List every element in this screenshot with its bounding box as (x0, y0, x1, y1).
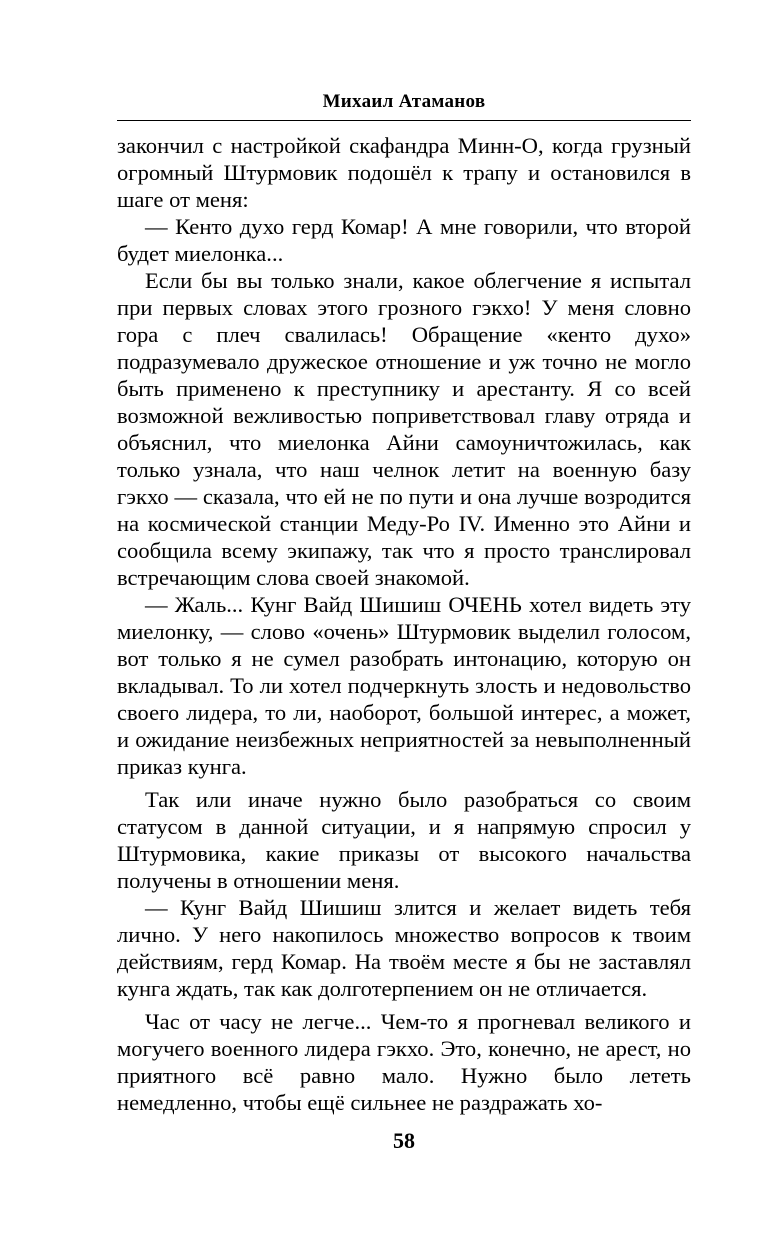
paragraph-1: закончил с настройкой скафандра Минн-О, когда грузный огромный Штурмовик подошёл к трапу и остановился в шаге от меня: (117, 133, 691, 212)
paragraph-4: — Жаль... Кунг Вайд Шишиш ОЧЕНЬ хотел видеть эту миелонку, — слово «очень» Штурмовик выделил голосом, вот только я не сумел разобрать интонацию, которую он вкладывал. То ли хотел подчеркнуть злость и недовольство своего лидера, то ли, наоборот, большой интерес, а может, и ожидание неизбежных неприятностей за невыполненный приказ кунга. (117, 592, 691, 779)
book-page (117, 90, 691, 1153)
paragraph-3: Если бы вы только знали, какое облегчение я испытал при первых словах этого грозного гэкхо! У меня словно гора с плеч свалилась! Обращение «кенто духо» подразумевало дружеское отношение и уж точно не могло быть применено к преступнику и арестанту. Я со всей возможной вежливостью поприветствовал главу отряда и объяснил, что миелонка Айни самоуничтожилась, как только узнала, что наш челнок летит на военную базу гэкхо — сказала, что ей не по пути и она лучше возродится на космической станции Меду-Ро IV. Именно это Айни и сообщила всему экипажу, так что я просто транслировал встречающим слова своей знакомой. (117, 268, 691, 590)
running-head-author: Михаил Атаманов (117, 90, 691, 121)
paragraph-2: — Кенто духо герд Комар! А мне говорили, что второй будет миелонка... (117, 214, 691, 266)
page-number: 58 (393, 1128, 415, 1153)
paragraph-7: Час от часу не легче... Чем-то я прогневал великого и могучего военного лидера гэкхо. Это, конечно, не арест, но приятного всё равно мало. Нужно было лететь немедленно, чтобы ещё сильнее не раздражать хо- (117, 1009, 691, 1115)
paragraph-6: — Кунг Вайд Шишиш злится и желает видеть тебя лично. У него накопилось множество вопросов к твоим действиям, герд Комар. На твоём месте я бы не заставлял кунга ждать, так как долготерпением он не отличается. (117, 895, 691, 1001)
body-text (117, 132, 691, 1116)
paragraph-5: Так или иначе нужно было разобраться со своим статусом в данной ситуации, и я напрямую спросил у Штурмовика, какие приказы от высокого начальства получены в отношении меня. (117, 787, 691, 893)
